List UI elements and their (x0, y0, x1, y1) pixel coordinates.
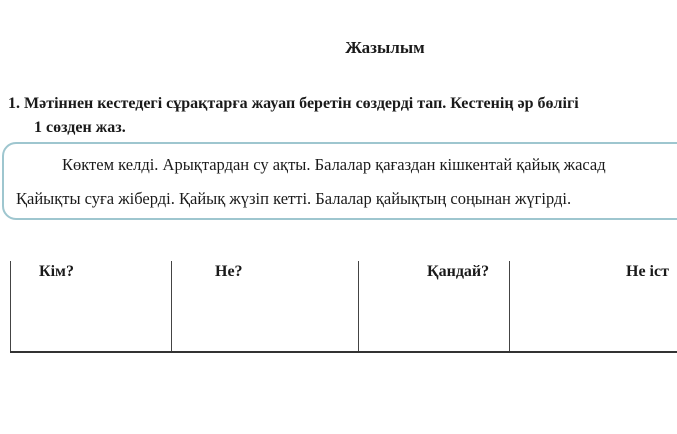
reading-text-box (2, 142, 677, 220)
table-header-which: Қандай? (427, 263, 490, 280)
table-header-what-did: Не іст (626, 263, 669, 280)
table-header-what: Не? (215, 263, 243, 280)
table-border-left (10, 261, 11, 351)
table-header-who: Кім? (39, 263, 74, 280)
task-line-2: 1 сөзден жаз. (34, 119, 126, 136)
table-divider-2 (358, 261, 359, 351)
answer-table (10, 261, 677, 353)
text-line-1: Көктем келді. Арықтардан су ақты. Балалар қағаздан кішкентай қайық жасад (62, 155, 606, 174)
table-divider-1 (171, 261, 172, 351)
text-line-2: Қайықты суға жіберді. Қайық жүзіп кетті. Балалар қайықтың соңынан жүгірді. (16, 189, 572, 208)
table-divider-3 (509, 261, 510, 351)
task-instruction (8, 92, 579, 140)
task-line-1: 1. Мәтіннен кестедегі сұрақтарға жауап беретін сөздерді тап. Кестенің әр бөлігі (8, 95, 579, 112)
page-title: Жазылым (345, 38, 425, 57)
